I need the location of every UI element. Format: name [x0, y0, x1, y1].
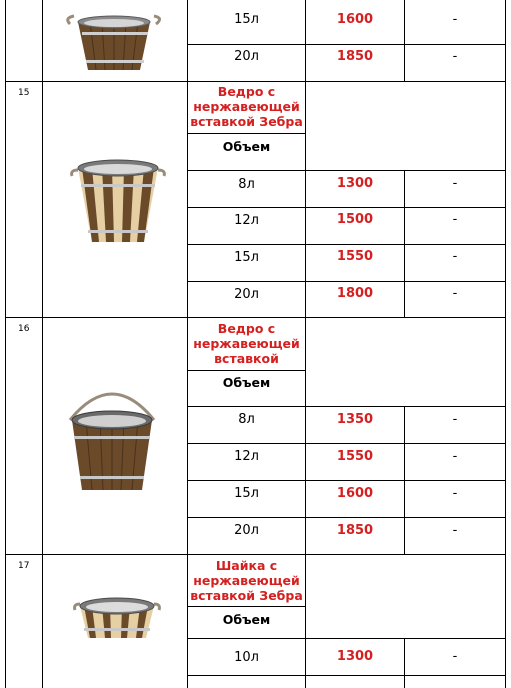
row-line	[187, 370, 305, 371]
row-line	[5, 317, 505, 318]
row-line	[187, 207, 505, 208]
product-image-zebra-bucket	[68, 150, 168, 250]
row-line	[187, 170, 505, 171]
row-line	[187, 281, 505, 282]
product-image-zebra-basin	[72, 592, 162, 642]
price-cell: 1800	[336, 286, 374, 301]
product-title: Ведро с нержавеющей вставкой	[193, 321, 300, 366]
size-cell: 20л	[234, 49, 259, 64]
row-line	[5, 81, 505, 82]
extra-cell: -	[452, 49, 458, 64]
extra-cell: -	[452, 176, 458, 191]
product-image-bucket-rope	[60, 10, 170, 76]
row-line	[187, 480, 505, 481]
price-cell: 1600	[336, 12, 374, 27]
extra-cell: -	[452, 649, 458, 664]
row-number: 15	[18, 88, 30, 98]
volume-header: Объем	[222, 139, 271, 154]
row-line	[187, 638, 505, 639]
product-title: Ведро с нержавеющей вставкой Зебра	[190, 84, 303, 129]
row-line	[187, 517, 505, 518]
size-cell: 12л	[234, 449, 259, 464]
product-title: Шайка с нержавеющей вставкой Зебра	[190, 558, 303, 603]
price-cell: 1500	[336, 212, 374, 227]
extra-cell: -	[452, 286, 458, 301]
size-cell: 12л	[234, 213, 259, 228]
row-line	[5, 554, 505, 555]
size-cell: 20л	[234, 523, 259, 538]
extra-cell: -	[452, 412, 458, 427]
row-line	[187, 606, 305, 607]
row-line	[187, 443, 505, 444]
price-cell: 1300	[336, 649, 374, 664]
product-image-bucket-handle	[62, 374, 162, 494]
row-line	[187, 406, 505, 407]
col-divider-price	[305, 554, 306, 688]
extra-cell: -	[452, 486, 458, 501]
row-line	[187, 244, 505, 245]
price-cell: 1850	[336, 523, 374, 538]
size-cell: 15л	[234, 486, 259, 501]
size-cell: 20л	[234, 287, 259, 302]
col-divider-price	[305, 317, 306, 554]
price-cell: 1300	[336, 176, 374, 191]
price-cell: 1850	[336, 49, 374, 64]
extra-cell: -	[452, 249, 458, 264]
size-cell: 8л	[238, 177, 255, 192]
price-cell: 1350	[336, 412, 374, 427]
size-cell: 10л	[234, 650, 259, 665]
extra-cell: -	[452, 449, 458, 464]
table-divider-number	[42, 0, 43, 688]
extra-cell: -	[452, 12, 458, 27]
size-cell: 15л	[234, 250, 259, 265]
volume-header: Объем	[222, 375, 271, 390]
extra-cell: -	[452, 523, 458, 538]
row-line	[187, 44, 505, 45]
size-cell: 8л	[238, 412, 255, 427]
row-number: 16	[18, 324, 30, 334]
table-border-left	[5, 0, 6, 688]
price-cell: 1550	[336, 249, 374, 264]
row-number: 17	[18, 561, 30, 571]
price-cell: 1600	[336, 486, 374, 501]
volume-header: Объем	[222, 612, 271, 627]
table-border-right	[505, 0, 506, 688]
size-cell: 15л	[234, 12, 259, 27]
table-divider-image	[187, 0, 188, 688]
price-cell: 1550	[336, 449, 374, 464]
row-line	[187, 133, 305, 134]
extra-cell: -	[452, 212, 458, 227]
row-line	[187, 675, 505, 676]
